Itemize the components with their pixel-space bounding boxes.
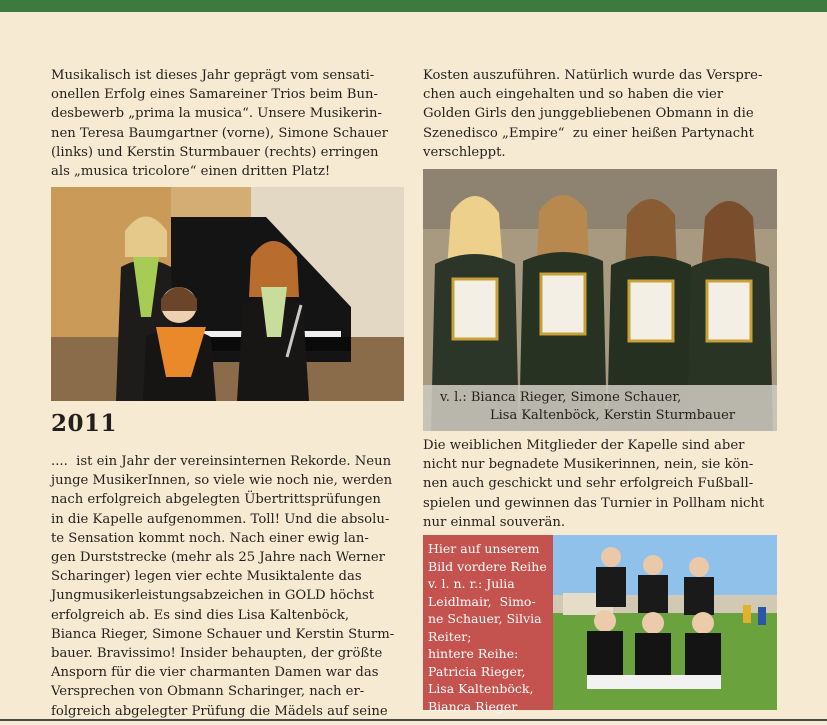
- football-team-photo: [553, 535, 777, 710]
- year-heading: 2011: [51, 410, 118, 437]
- photo-caption-line-1: v. l.: Bianca Rieger, Simone Schauer,: [440, 390, 682, 405]
- continuation-paragraph: Kosten auszuführen. Natürlich wurde das Verspre- chen auch eingehalten und so haben die vier Golden Girls den junggebliebenen Obmann in die Szenedisco „Empire“ zu einer heißen Partynacht verschleppt.: [423, 68, 763, 160]
- records-paragraph: .... ist ein Jahr der vereinsinternen Rekorde. Neun junge MusikerInnen, so viele wie noch nie, werden nach erfolgreich abgelegten Übertrittsprüfungen in die Kapelle aufgenommen. Toll! Und die absolu- te Sensation kommt noch. Nach einer ewig lan- gen Durststrecke (mehr als 25 Jahre nach Werner Scharinger) legen vier echte Musiktalente das Jungmusikerleistungsabzeichen in GOLD höchst erfolgreich ab. Es sind dies Lisa Kaltenböck, Bianca Rieger, Simone Schauer und Kerstin Sturm- bauer. Bravissimo! Insider behaupten, der größte Ansporn für die vier charmanten Damen war das Versprechen von Obmann Scharinger, nach er- folgreich abgelegter Prüfung die Mädels auf seine: [51, 454, 395, 719]
- team-caption-text: Hier auf unserem Bild vordere Reihe v. l. n. r.: Julia Leidlmair, Simo- ne Schauer, Silvia Reiter; hintere Reihe: Patricia Rieger, Lisa Kaltenböck, Bianca Rieger: [428, 541, 547, 714]
- golden-girls-photo: [423, 169, 777, 431]
- photo-caption-line-2: Lisa Kaltenböck, Kerstin Sturmbauer: [490, 408, 736, 423]
- team-caption-box: [423, 535, 553, 714]
- football-paragraph: Die weiblichen Mitglieder der Kapelle sind aber nicht nur begnadete Musikerinnen, nein, sie kön- nen auch geschickt und sehr erfolgreich Fußball- spielen und gewinnen das Turnier in Pollham nicht nur einmal souverän.: [423, 438, 765, 530]
- top-accent-bar: [0, 0, 827, 12]
- bottom-rule: [0, 719, 827, 721]
- trio-photo: [51, 187, 404, 401]
- intro-paragraph: Musikalisch ist dieses Jahr geprägt vom sensati- onellen Erfolg eines Samareiner Trios beim Bun- desbewerb „prima la musica“. Unsere Musikerin- nen Teresa Baumgartner (vorne), Simone Schauer (links) und Kerstin Sturmbauer (rechts) erringen als „musica tricolore“ einen dritten Platz!: [51, 68, 388, 180]
